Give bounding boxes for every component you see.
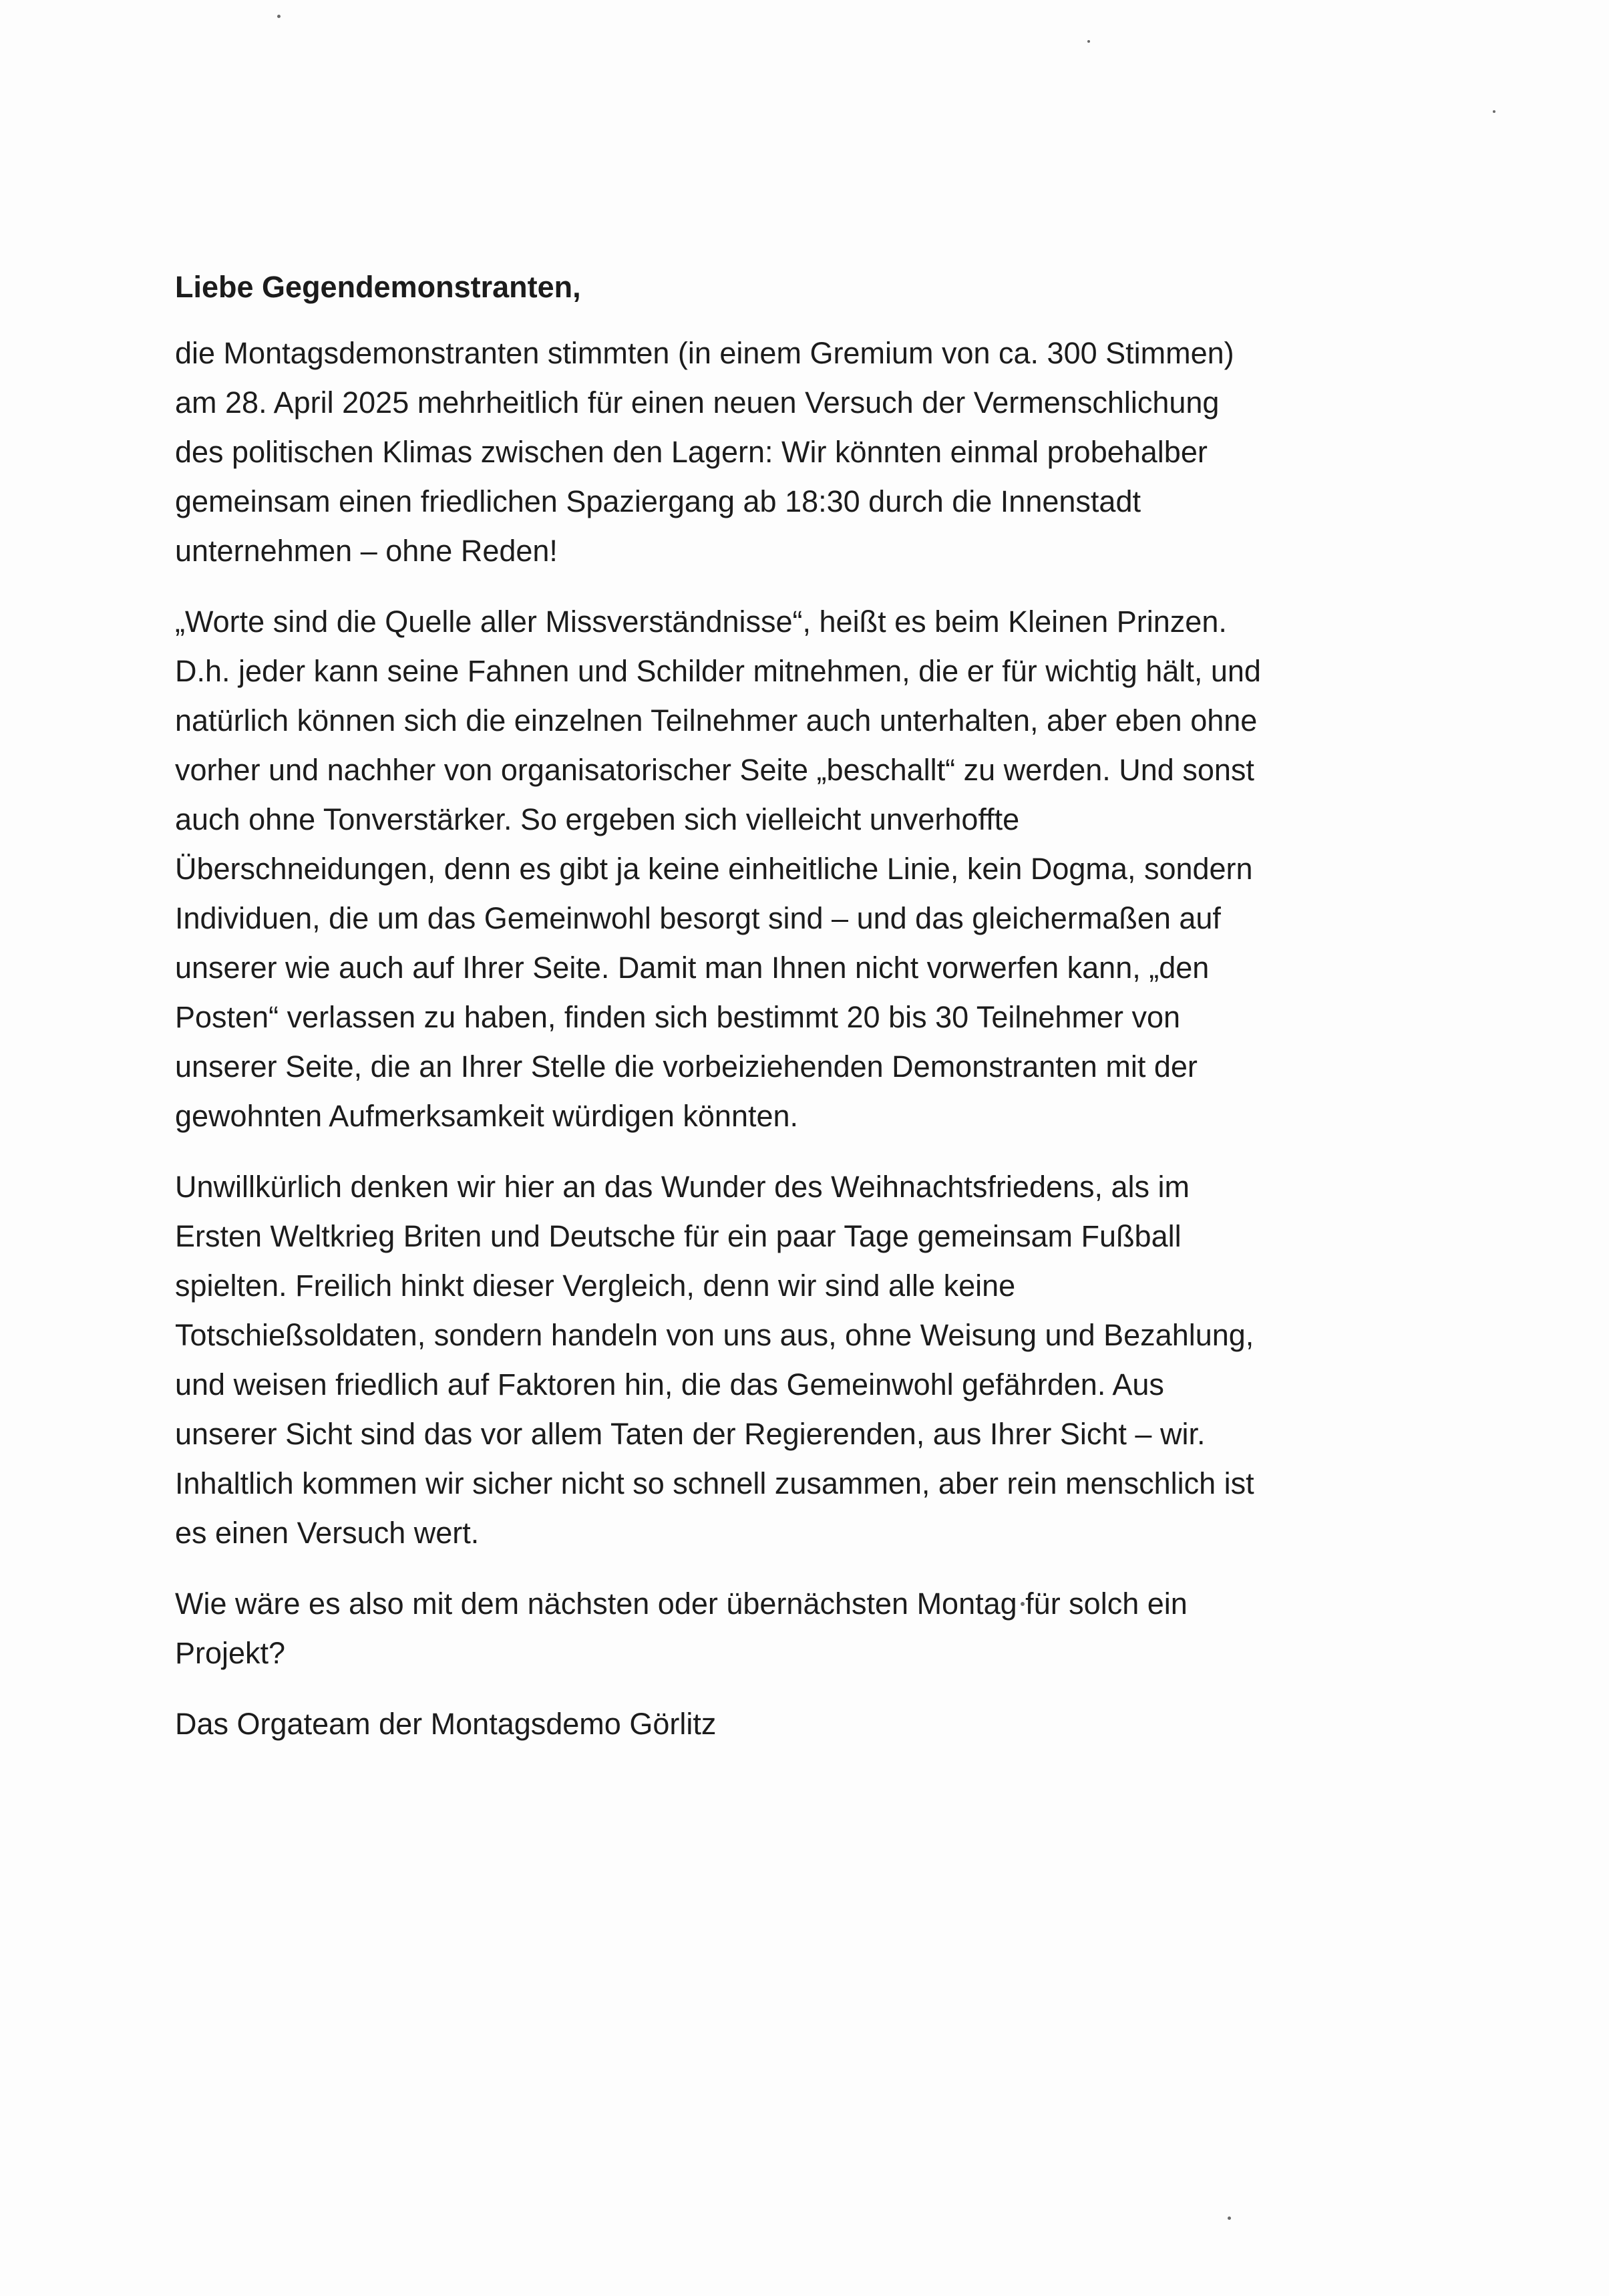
text-line: „Worte sind die Quelle aller Missverständnisse“, heißt es beim Kleinen Prinzen. (175, 605, 1227, 639)
text-line: natürlich können sich die einzelnen Teilnehmer auch unterhalten, aber eben ohne (175, 703, 1258, 737)
text-line: es einen Versuch wert. (175, 1516, 480, 1550)
text-line: Projekt? (175, 1636, 286, 1670)
letter-body (175, 267, 1464, 1749)
text-line: auch ohne Tonverstärker. So ergeben sich vielleicht unverhoffte (175, 802, 1020, 836)
letter-salutation: Liebe Gegendemonstranten, (175, 270, 581, 304)
text-line: unserer Sicht sind das vor allem Taten der Regierenden, aus Ihrer Sicht – wir. (175, 1417, 1206, 1451)
text-line: Unwillkürlich denken wir hier an das Wunder des Weihnachtsfriedens, als im (175, 1170, 1190, 1204)
text-line: spielten. Freilich hinkt dieser Vergleich, denn wir sind alle keine (175, 1269, 1016, 1303)
text-line: die Montagsdemonstranten stimmten (in einem Gremium von ca. 300 Stimmen) (175, 336, 1234, 370)
text-line: Inhaltlich kommen wir sicher nicht so schnell zusammen, aber rein menschlich ist (175, 1466, 1254, 1500)
letter-paragraph (175, 1579, 1464, 1678)
text-line: Überschneidungen, denn es gibt ja keine einheitliche Linie, kein Dogma, sondern (175, 852, 1253, 886)
text-line: unserer Seite, die an Ihrer Stelle die vorbeiziehenden Demonstranten mit der (175, 1049, 1198, 1084)
text-line: Totschießsoldaten, sondern handeln von uns aus, ohne Weisung und Bezahlung, (175, 1318, 1254, 1352)
scan-speck (277, 15, 281, 18)
text-line: D.h. jeder kann seine Fahnen und Schilder mitnehmen, die er für wichtig hält, und (175, 654, 1261, 688)
letter-paragraph (175, 329, 1464, 576)
text-line: Posten“ verlassen zu haben, finden sich bestimmt 20 bis 30 Teilnehmer von (175, 1000, 1180, 1034)
text-line: Ersten Weltkrieg Briten und Deutsche für ein paar Tage gemeinsam Fußball (175, 1219, 1182, 1253)
letter-paragraph (175, 597, 1464, 1141)
letter-paragraph (175, 1162, 1464, 1558)
text-line: unternehmen – ohne Reden! (175, 534, 558, 568)
scan-speck (1087, 40, 1090, 43)
scan-speck (1228, 2217, 1231, 2220)
text-line: vorher und nachher von organisatorischer Seite „beschallt“ zu werden. Und sonst (175, 753, 1254, 787)
text-line: und weisen friedlich auf Faktoren hin, die das Gemeinwohl gefährden. Aus (175, 1367, 1164, 1402)
text-line: unserer wie auch auf Ihrer Seite. Damit man Ihnen nicht vorwerfen kann, „den (175, 951, 1210, 985)
text-line: gewohnten Aufmerksamkeit würdigen könnten. (175, 1099, 799, 1133)
text-line: gemeinsam einen friedlichen Spaziergang ab 18:30 durch die Innenstadt (175, 484, 1141, 518)
text-line: Individuen, die um das Gemeinwohl besorgt sind – und das gleichermaßen auf (175, 901, 1221, 935)
letter-signature: Das Orgateam der Montagsdemo Görlitz (175, 1707, 717, 1741)
text-line: des politischen Klimas zwischen den Lagern: Wir könnten einmal probehalber (175, 435, 1208, 469)
scan-speck (1493, 110, 1495, 113)
text-line: Wie wäre es also mit dem nächsten oder übernächsten Montag für solch ein (175, 1587, 1188, 1621)
text-line: am 28. April 2025 mehrheitlich für einen neuen Versuch der Vermenschlichung (175, 385, 1220, 420)
